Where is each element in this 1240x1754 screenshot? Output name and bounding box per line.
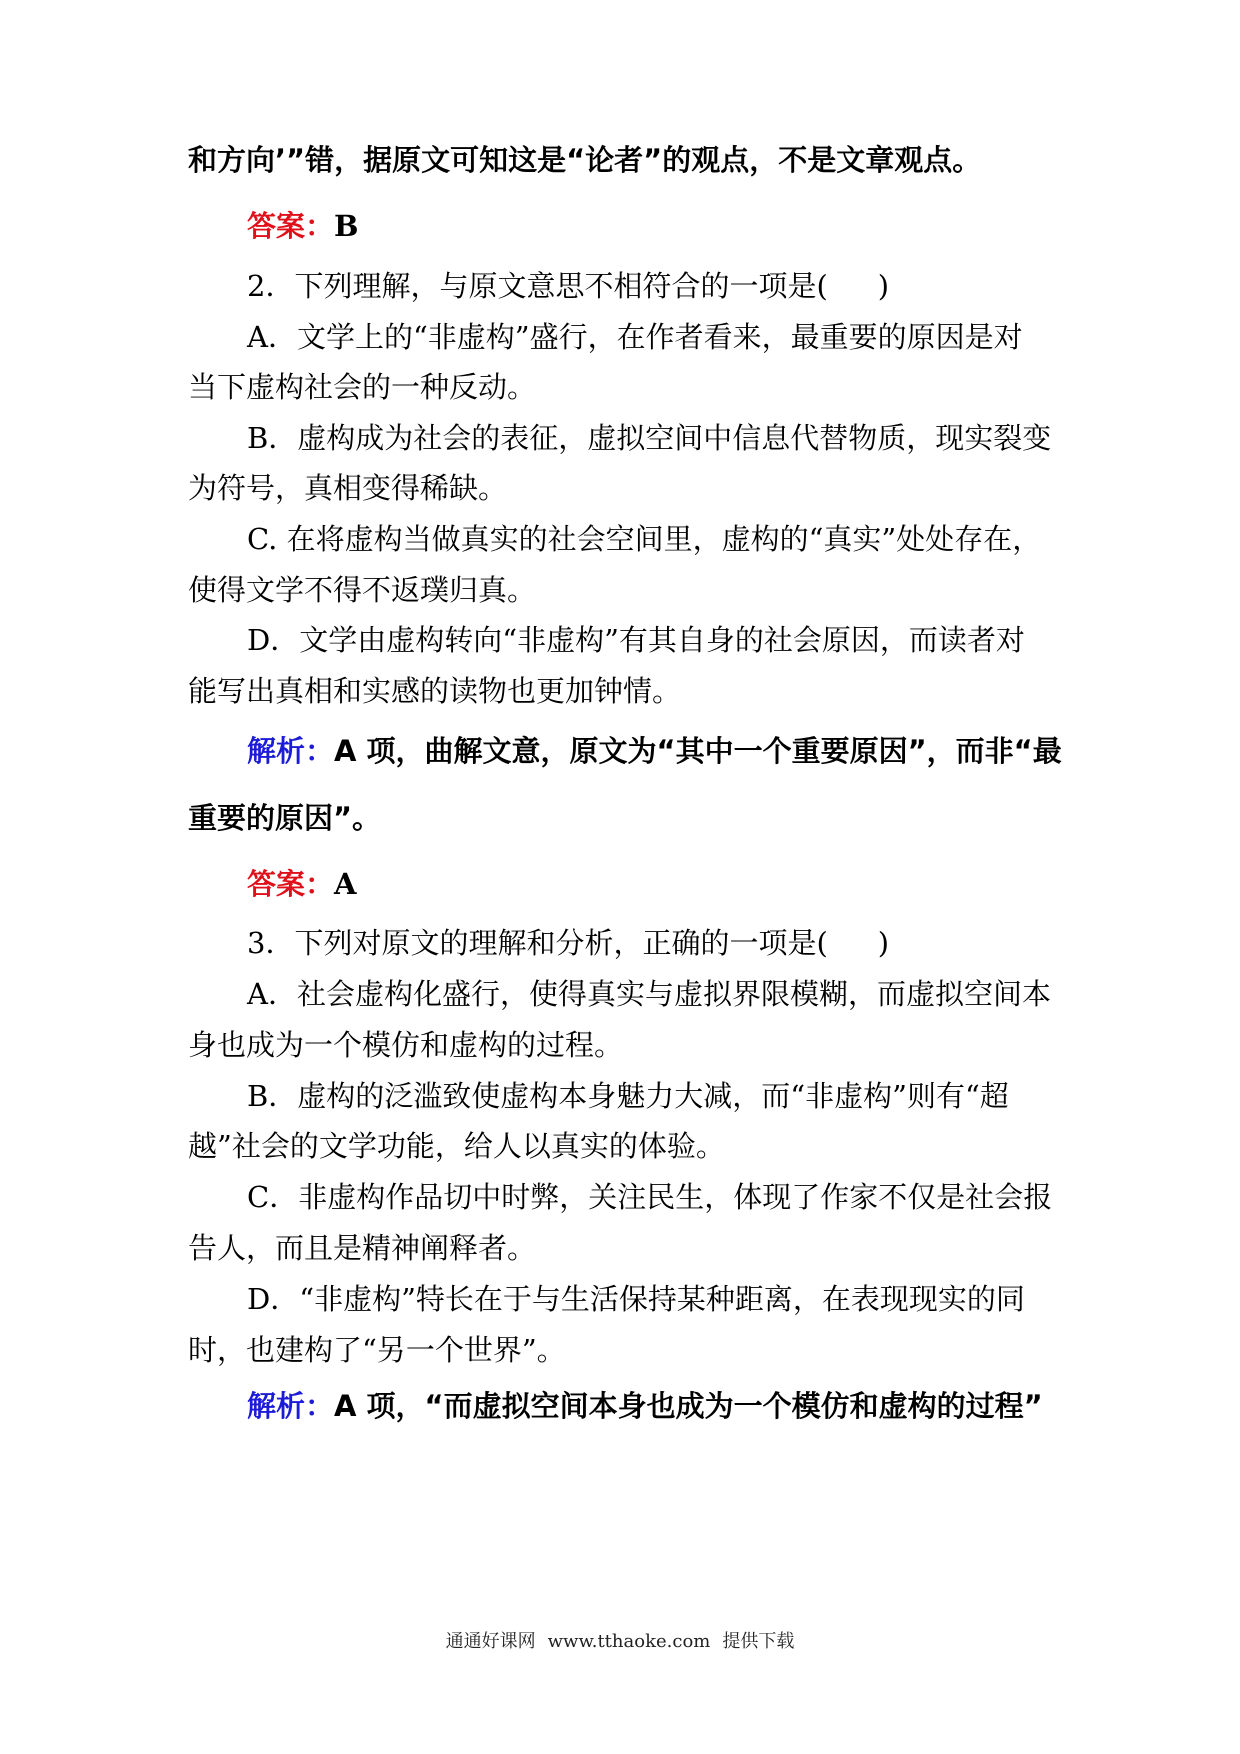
option-d-line2: 时，也建构了“另一个世界”。 bbox=[188, 1333, 566, 1367]
option-b-line1: B．虚构的泛滥致使虚构本身魅力大减，而“非虚构”则有“超 bbox=[247, 1079, 1009, 1113]
analysis-label: 解析： bbox=[247, 1389, 335, 1423]
answer-line bbox=[247, 864, 1058, 904]
answer-label: 答案： bbox=[247, 209, 335, 243]
question-stem bbox=[247, 266, 1058, 306]
analysis-line bbox=[247, 731, 1062, 771]
option-c-line2: 使得文学不得不返璞归真。 bbox=[188, 573, 537, 607]
analysis-line2: 重要的原因”。 bbox=[188, 801, 382, 835]
analysis-line bbox=[247, 1386, 1058, 1426]
analysis-label: 解析： bbox=[247, 734, 335, 768]
answer-value: A bbox=[334, 867, 357, 901]
option-c-line2: 告人，而且是精神阐释者。 bbox=[188, 1231, 537, 1265]
option-a-line1: A．文学上的“非虚构”盛行，在作者看来，最重要的原因是对 bbox=[247, 320, 1023, 354]
footer-note: 提供下载 bbox=[722, 1631, 795, 1652]
question-stem-text: 3．下列对原文的理解和分析，正确的一项是( bbox=[247, 926, 828, 960]
option-b-line1: B．虚构成为社会的表征，虚拟空间中信息代替物质，现实裂变 bbox=[247, 421, 1052, 455]
question-stem-close: ) bbox=[877, 269, 890, 303]
footer-url[interactable]: www.tthaoke.com bbox=[547, 1631, 711, 1652]
question-stem-text: 2．下列理解，与原文意思不相符合的一项是( bbox=[247, 269, 828, 303]
answer-line bbox=[247, 206, 1058, 246]
option-a-line2: 当下虚构社会的一种反动。 bbox=[188, 370, 537, 404]
footer-site-name: 通通好课网 bbox=[445, 1631, 536, 1652]
option-b-line2: 为符号，真相变得稀缺。 bbox=[188, 471, 508, 505]
analysis-text: A 项，曲解文意，原文为“其中一个重要原因”，而非“最 bbox=[334, 734, 1062, 768]
question-stem bbox=[247, 923, 1058, 963]
option-a-line2: 身也成为一个模仿和虚构的过程。 bbox=[188, 1028, 624, 1062]
option-d-line1: D．“非虚构”特长在于与生活保持某种距离，在表现现实的同 bbox=[247, 1282, 1025, 1316]
text-line: 和方向’”错，据原文可知这是“论者”的观点，不是文章观点。 bbox=[188, 143, 982, 177]
option-c-line1: C. 在将虚构当做真实的社会空间里，虚构的“真实”处处存在， bbox=[247, 522, 1042, 556]
analysis-text: A 项，“而虚拟空间本身也成为一个模仿和虚构的过程” bbox=[334, 1389, 1043, 1423]
question-stem-close: ) bbox=[877, 926, 890, 960]
option-b-line2: 越”社会的文学功能，给人以真实的体验。 bbox=[188, 1129, 725, 1163]
page-footer bbox=[0, 1630, 1240, 1654]
answer-value: B bbox=[334, 209, 359, 243]
option-d-line2: 能写出真相和实感的读物也更加钟情。 bbox=[188, 674, 682, 708]
option-d-line1: D．文学由虚构转向“非虚构”有其自身的社会原因，而读者对 bbox=[247, 623, 1025, 657]
option-c-line1: C．非虚构作品切中时弊，关注民生，体现了作家不仅是社会报 bbox=[247, 1180, 1053, 1214]
option-a-line1: A．社会虚构化盛行，使得真实与虚拟界限模糊，而虚拟空间本 bbox=[247, 977, 1051, 1011]
answer-label: 答案： bbox=[247, 867, 335, 901]
